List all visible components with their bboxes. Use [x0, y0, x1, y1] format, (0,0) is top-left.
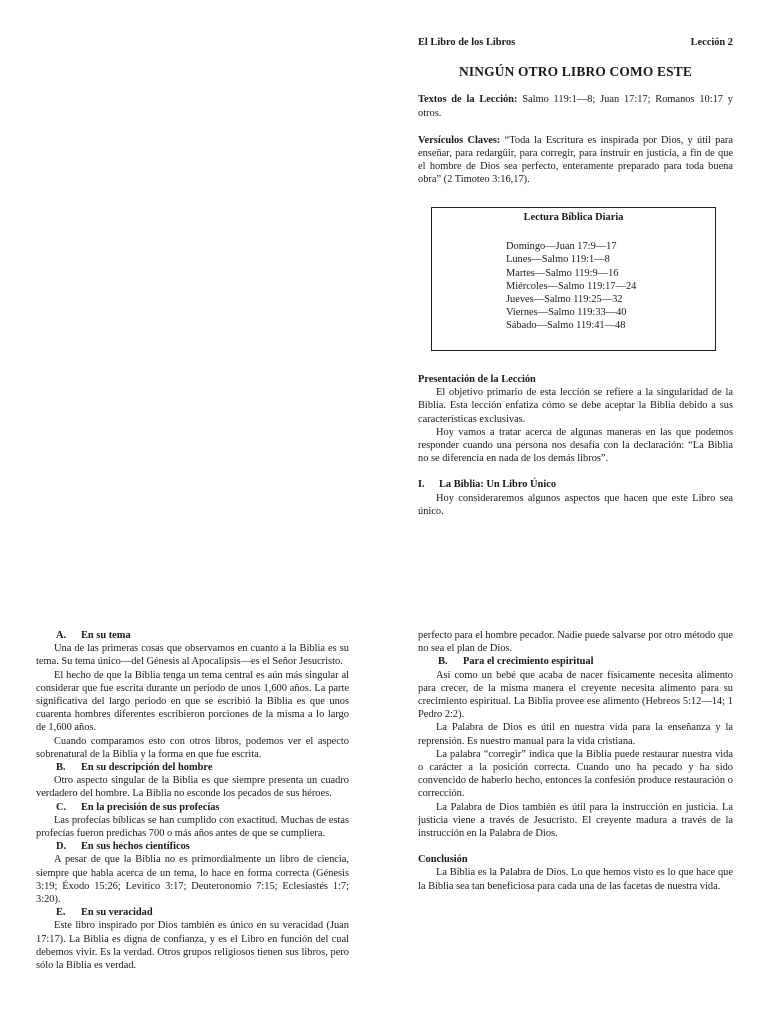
- paragraph: Así como un bebé que acaba de nacer físicamente necesita alimento para crecer, de la misma manera el creyente necesita alimento para su crecimiento espiritual. La Biblia provee ese alimento (Hebreos 5:12—14; 1 Pedro 2:2).: [418, 669, 733, 721]
- key-verses: [418, 134, 733, 187]
- subsection-letter: A.: [56, 630, 67, 641]
- paragraph: Este libro inspirado por Dios también es único en su veracidad (Juan 17:17). La Biblia es digna de confianza, y es el Libro en función del cual debemos vivir. Es la verdad. Otros grupos religiosos tienen sus libros, pero sólo la Biblia es verdad.: [36, 920, 349, 972]
- daily-reading-item: Martes—Salmo 119:9—16: [506, 267, 619, 279]
- daily-reading-box: [431, 207, 716, 351]
- paragraph: Cuando comparamos esto con otros libros, podemos ver el aspecto sobrenatural de la Biblia y la forma en que fue escrita.: [36, 735, 349, 760]
- top-right-column: [418, 36, 733, 187]
- subsection-letter: B.: [56, 762, 66, 774]
- bottom-left-column: [36, 629, 349, 972]
- key-verses-label: Versículos Claves:: [418, 134, 501, 146]
- daily-reading-item: Viernes—Salmo 119:33—40: [506, 307, 627, 319]
- subsection-heading: [418, 655, 733, 668]
- paragraph: La Biblia es la Palabra de Dios. Lo que hemos visto es lo que hace que la Biblia sea tan beneficiosa para cada una de las facetas de nuestra vida.: [418, 867, 733, 892]
- lesson-texts: [418, 93, 733, 119]
- paragraph: La palabra “corregir” indica que la Biblia puede restaurar nuestra vida o carácter a la posición correcta. Cuando uno ha pecado y ha sido convencido de haberlo hecho, entonces la confesión produce restauración o corrección.: [418, 748, 733, 800]
- running-header: [418, 36, 733, 49]
- paragraph: Hoy consideraremos algunos aspectos que hacen que este Libro sea único.: [418, 492, 733, 517]
- subsection-heading: [36, 801, 349, 814]
- paragraph: El hecho de que la Biblia tenga un tema central es aún más singular al considerar que fue escrita durante un periodo de unos 1,600 años. La parte significativa del largo periodo en que se escribió la Biblia es que unos cuarenta hombres diferentes escribieron porciones de la misma a lo largo de 1,600 años.: [36, 669, 349, 734]
- daily-reading-item: Miércoles—Salmo 119:17—24: [506, 280, 637, 292]
- subsection-title: Para el crecimiento espiritual: [463, 656, 594, 668]
- paragraph: La Palabra de Dios es útil en nuestra vida para la enseñanza y la reprensión. Es nuestro manual para la vida cristiana.: [418, 722, 733, 747]
- subsection-title: En su veracidad: [81, 907, 153, 919]
- presentation-heading: Presentación de la Lección: [418, 374, 536, 385]
- paragraph: Una de las primeras cosas que observamos en cuanto a la Biblia es su tema. Su tema único—del Génesis al Apocalipsis—es el Señor Jesucristo.: [36, 643, 349, 668]
- lesson-title: NINGÚN OTRO LIBRO COMO ESTE: [458, 64, 693, 80]
- paragraph: A pesar de que la Biblia no es primordialmente un libro de ciencia, siempre que habla acerca de un tema, lo hace en forma correcta (Génesis 3:19; Éxodo 15:26; Levítico 3:17; Deuteronomio 7:15; Eclesiastés 1:7; 3:20).: [36, 854, 349, 906]
- key-verses-body: “Toda la Escritura es inspirada por Dios, y útil para enseñar, para redargüir, para corregir, para instruir en justicia, a fin de que el hombre de Dios sea perfecto, enteramente preparado para toda buena obra” (2 Timoteo 3:16,17).: [418, 134, 734, 186]
- daily-reading-item: Lunes—Salmo 119:1—8: [506, 254, 610, 266]
- subsection-heading: [36, 906, 349, 919]
- subsection-letter: C.: [56, 801, 67, 813]
- presentation-column: [418, 373, 733, 518]
- daily-reading-item: Sábado—Salmo 119:41—48: [506, 320, 626, 332]
- paragraph: perfecto para el hombre pecador. Nadie puede salvarse por otro método que no sea el plan de Dios.: [418, 630, 733, 655]
- subsection-title: En su tema: [81, 630, 131, 641]
- lesson-texts-label: Textos de la Lección:: [418, 94, 518, 106]
- paragraph: La Palabra de Dios también es útil para la instrucción en justicia. La justicia viene a través de Jesucristo. El creyente madura a través de la instrucción en la Palabra de Dios.: [418, 801, 733, 840]
- subsection-title: En su descripción del hombre: [81, 762, 213, 774]
- section-heading: [418, 478, 733, 491]
- lesson-texts-body: Salmo 119:1—8; Juan 17:17; Romanos 10:17 y otros.: [418, 94, 733, 119]
- daily-reading-title: Lectura Bíblica Diaria: [523, 212, 624, 223]
- bottom-right-column: [418, 629, 733, 893]
- subsection-heading: [36, 761, 349, 774]
- running-header-lesson: Lección 2: [690, 37, 733, 48]
- paragraph: El objetivo primario de esta lección se refiere a la singularidad de la Biblia. Esta lección enfatiza cómo se debe aceptar la Biblia debido a sus características exclusivas.: [418, 387, 733, 425]
- daily-reading-item: Jueves—Salmo 119:25—32: [506, 294, 623, 306]
- paragraph: Otro aspecto singular de la Biblia es que siempre presenta un cuadro verdadero del hombre. La Biblia no esconde los pecados de sus héroes.: [36, 775, 349, 800]
- subsection-letter: D.: [56, 841, 67, 853]
- paragraph: Hoy vamos a tratar acerca de algunas maneras en las que podemos responder cuando una persona nos desafía con la declaración: “La Biblia no se diferencia en nada de los demás libros”.: [418, 426, 733, 465]
- subsection-letter: B.: [438, 656, 448, 668]
- section-title: La Biblia: Un Libro Único: [439, 479, 557, 491]
- section-number: I.: [418, 479, 425, 491]
- daily-reading-item: Domingo—Juan 17:9—17: [506, 241, 617, 253]
- subsection-title: En la precisión de sus profecías: [81, 801, 220, 813]
- running-header-title: El Libro de los Libros: [418, 37, 516, 48]
- conclusion-heading: Conclusión: [418, 854, 468, 866]
- paragraph: Las profecías bíblicas se han cumplido con exactitud. Muchas de estas profecías fueron predichas 700 o más años antes de que se cumpliera.: [36, 814, 349, 840]
- subsection-letter: E.: [56, 907, 66, 919]
- subsection-heading: [36, 840, 349, 853]
- subsection-heading: [36, 629, 349, 642]
- subsection-title: En sus hechos científicos: [81, 841, 190, 853]
